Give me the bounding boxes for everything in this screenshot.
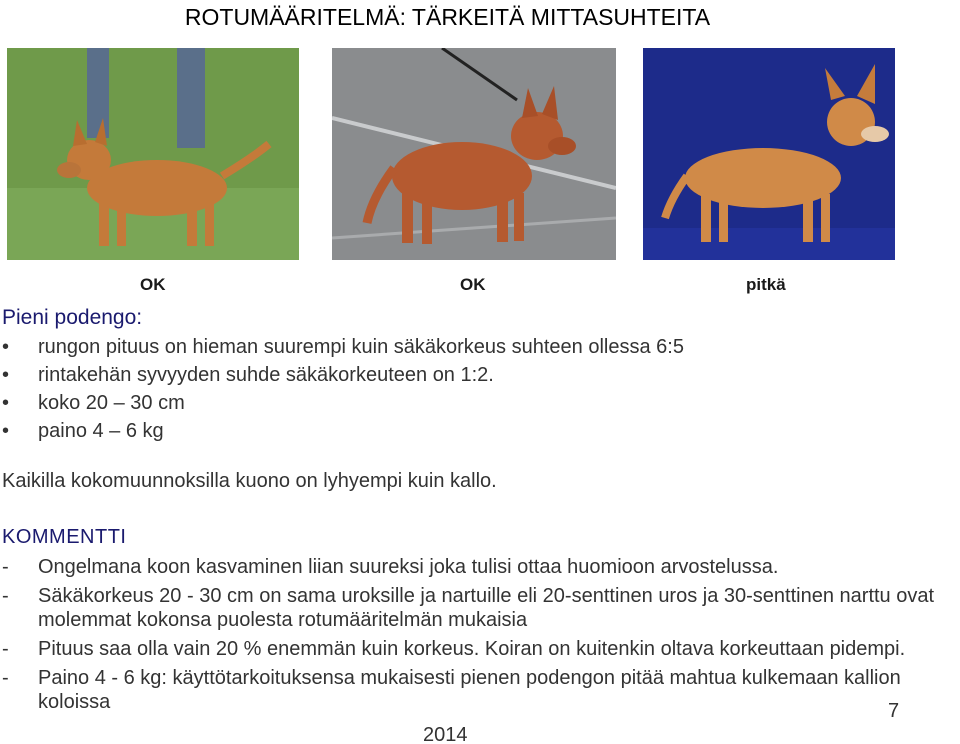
- dog-photo-studio: [643, 48, 895, 260]
- section-heading-small-type: Pieni podengo:: [2, 306, 143, 329]
- page-number: 7: [888, 700, 900, 722]
- bullet-item: • paino 4 – 6 kg: [2, 417, 684, 445]
- comment-heading: KOMMENTTI: [2, 526, 127, 548]
- comment-list: [2, 555, 960, 714]
- bullet-item: • rungon pituus on hieman suurempi kuin säkäkorkeus suhteen ollessa 6:5: [2, 333, 684, 361]
- photo-caption-1: OK: [140, 275, 166, 294]
- photo-caption-2: OK: [460, 275, 486, 294]
- bullet-item: • koko 20 – 30 cm: [2, 389, 684, 417]
- comment-item: - Säkäkorkeus 20 - 30 cm on sama uroksille ja nartuille eli 20-senttinen uros ja 30-senttinen narttu ovat molemmat kokonsa puolesta rotumääritelmän mukaisia: [2, 584, 960, 632]
- comment-item: - Ongelmana koon kasvaminen liian suureksi joka tulisi ottaa huomioon arvostelussa.: [2, 555, 960, 579]
- note-text: Kaikilla kokomuunnoksilla kuono on lyhyempi kuin kallo.: [2, 470, 497, 492]
- photo-caption-3: pitkä: [746, 275, 786, 294]
- dog-photo-floor: [332, 48, 616, 260]
- dog-photo-grass: [7, 48, 299, 260]
- bullet-item: • rintakehän syvyyden suhde säkäkorkeuteen on 1:2.: [2, 361, 684, 389]
- bullet-list: [2, 333, 684, 445]
- page-title: ROTUMÄÄRITELMÄ: TÄRKEITÄ MITTASUHTEITA: [184, 4, 711, 30]
- footer-year: 2014: [423, 724, 468, 744]
- comment-item: - Paino 4 - 6 kg: käyttötarkoituksensa mukaisesti pienen podengon pitää mahtua kulkemaan kallion koloissa: [2, 666, 960, 714]
- comment-item: - Pituus saa olla vain 20 % enemmän kuin korkeus. Koiran on kuitenkin oltava korkeuttaan pidempi.: [2, 637, 960, 661]
